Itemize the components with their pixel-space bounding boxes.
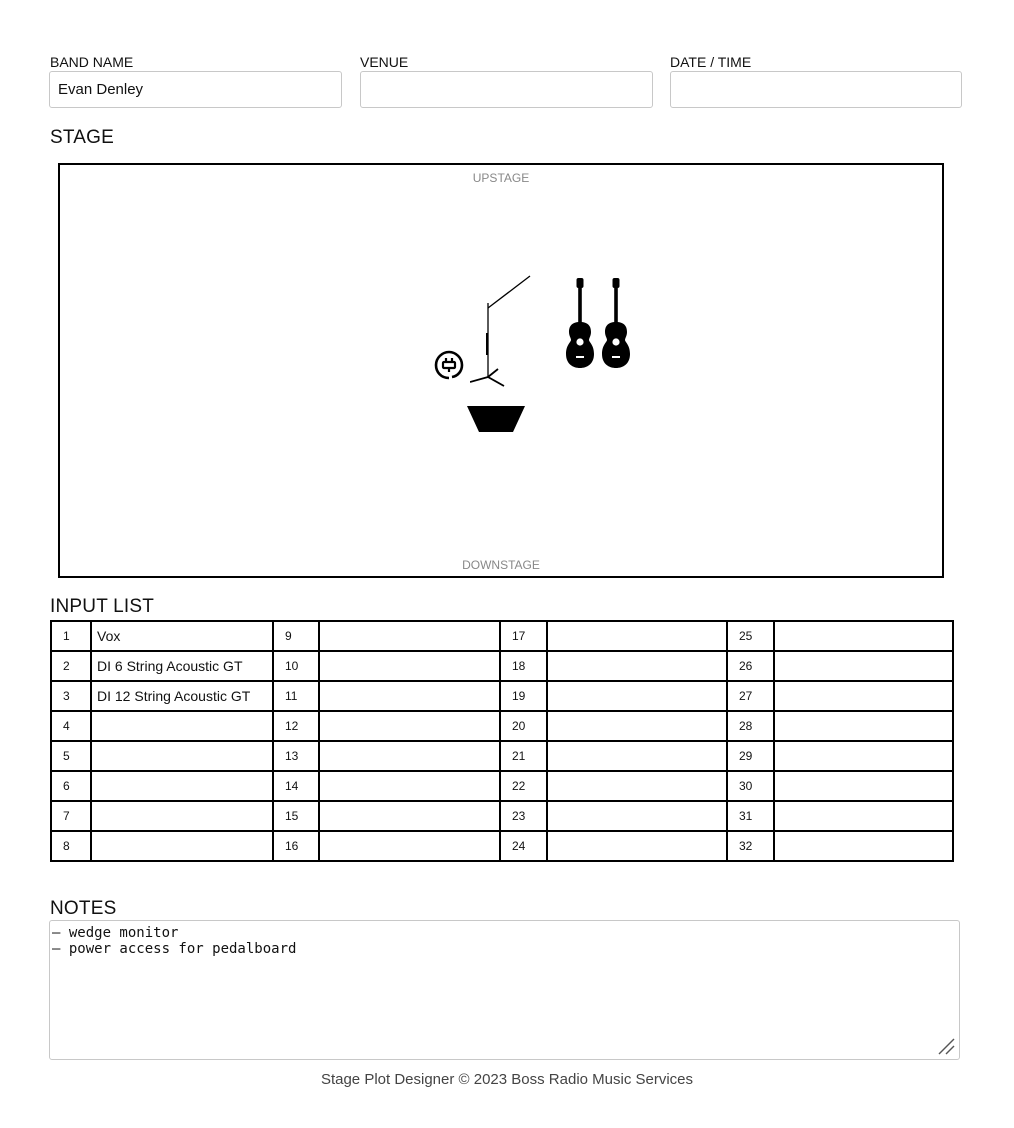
date-time-label: DATE / TIME [670,54,752,70]
input-channel-number: 16 [273,831,319,861]
band-name-input[interactable] [49,71,342,108]
input-channel-number: 5 [51,741,91,771]
input-channel-name[interactable] [91,741,273,771]
input-channel-number: 4 [51,711,91,741]
input-channel-name[interactable]: DI 6 String Acoustic GT [91,651,273,681]
input-channel-number: 32 [727,831,774,861]
input-channel-number: 24 [500,831,547,861]
input-channel-name[interactable] [319,681,500,711]
downstage-label: DOWNSTAGE [462,558,540,572]
input-channel-number: 3 [51,681,91,711]
input-channel-name[interactable] [774,801,953,831]
band-name-label: BAND NAME [50,54,134,70]
table-row [51,651,953,681]
upstage-label: UPSTAGE [472,171,530,185]
mic-stand-icon[interactable] [470,273,536,393]
input-channel-name[interactable]: Vox [91,621,273,651]
venue-label: VENUE [360,54,409,70]
resize-grip-icon[interactable] [936,1036,956,1056]
input-channel-name[interactable] [547,681,727,711]
input-channel-name[interactable] [547,621,727,651]
stage-area[interactable] [58,163,944,578]
power-outlet-icon[interactable] [433,349,465,381]
input-channel-number: 19 [500,681,547,711]
input-channel-name[interactable] [91,711,273,741]
notes-textarea[interactable]: – wedge monitor – power access for pedalboard [49,920,960,1060]
acoustic-guitar-12-icon[interactable] [600,278,632,370]
input-channel-number: 28 [727,711,774,741]
input-list-title: INPUT LIST [50,596,155,617]
input-channel-name[interactable] [91,831,273,861]
input-channel-name[interactable] [774,741,953,771]
input-list-table [50,620,954,862]
input-channel-number: 31 [727,801,774,831]
input-channel-number: 20 [500,711,547,741]
input-channel-number: 18 [500,651,547,681]
venue-input[interactable] [360,71,653,108]
input-channel-number: 1 [51,621,91,651]
input-channel-name[interactable] [547,831,727,861]
input-channel-number: 23 [500,801,547,831]
input-channel-name[interactable] [91,801,273,831]
input-channel-number: 13 [273,741,319,771]
table-row [51,831,953,861]
acoustic-guitar-6-icon[interactable] [564,278,596,370]
table-row [51,711,953,741]
footer-copyright: Stage Plot Designer © 2023 Boss Radio Music Services [320,1071,694,1088]
input-channel-number: 17 [500,621,547,651]
input-channel-name[interactable]: DI 12 String Acoustic GT [91,681,273,711]
input-channel-name[interactable] [774,621,953,651]
input-channel-name[interactable] [319,771,500,801]
input-channel-name[interactable] [547,801,727,831]
input-channel-name[interactable] [319,741,500,771]
input-channel-number: 12 [273,711,319,741]
input-channel-name[interactable] [319,651,500,681]
input-channel-number: 10 [273,651,319,681]
input-channel-number: 7 [51,801,91,831]
stage-title: STAGE [50,127,114,148]
input-channel-name[interactable] [774,681,953,711]
table-row [51,681,953,711]
input-channel-number: 29 [727,741,774,771]
table-row [51,621,953,651]
input-channel-name[interactable] [319,801,500,831]
notes-title: NOTES [50,898,117,919]
input-channel-name[interactable] [547,651,727,681]
input-channel-number: 11 [273,681,319,711]
input-channel-number: 15 [273,801,319,831]
input-channel-name[interactable] [319,711,500,741]
input-channel-number: 9 [273,621,319,651]
input-channel-number: 21 [500,741,547,771]
input-channel-number: 22 [500,771,547,801]
input-channel-number: 25 [727,621,774,651]
input-channel-name[interactable] [547,771,727,801]
input-channel-number: 8 [51,831,91,861]
input-channel-number: 2 [51,651,91,681]
input-channel-name[interactable] [319,831,500,861]
wedge-monitor-icon[interactable] [467,406,527,434]
input-channel-name[interactable] [774,711,953,741]
date-time-input[interactable] [670,71,962,108]
input-channel-number: 6 [51,771,91,801]
input-channel-number: 14 [273,771,319,801]
table-row [51,741,953,771]
input-channel-name[interactable] [319,621,500,651]
table-row [51,771,953,801]
input-channel-name[interactable] [547,711,727,741]
input-channel-number: 30 [727,771,774,801]
input-channel-number: 26 [727,651,774,681]
input-channel-name[interactable] [91,771,273,801]
table-row [51,801,953,831]
input-channel-name[interactable] [547,741,727,771]
input-channel-name[interactable] [774,651,953,681]
input-channel-name[interactable] [774,831,953,861]
input-channel-name[interactable] [774,771,953,801]
input-channel-number: 27 [727,681,774,711]
